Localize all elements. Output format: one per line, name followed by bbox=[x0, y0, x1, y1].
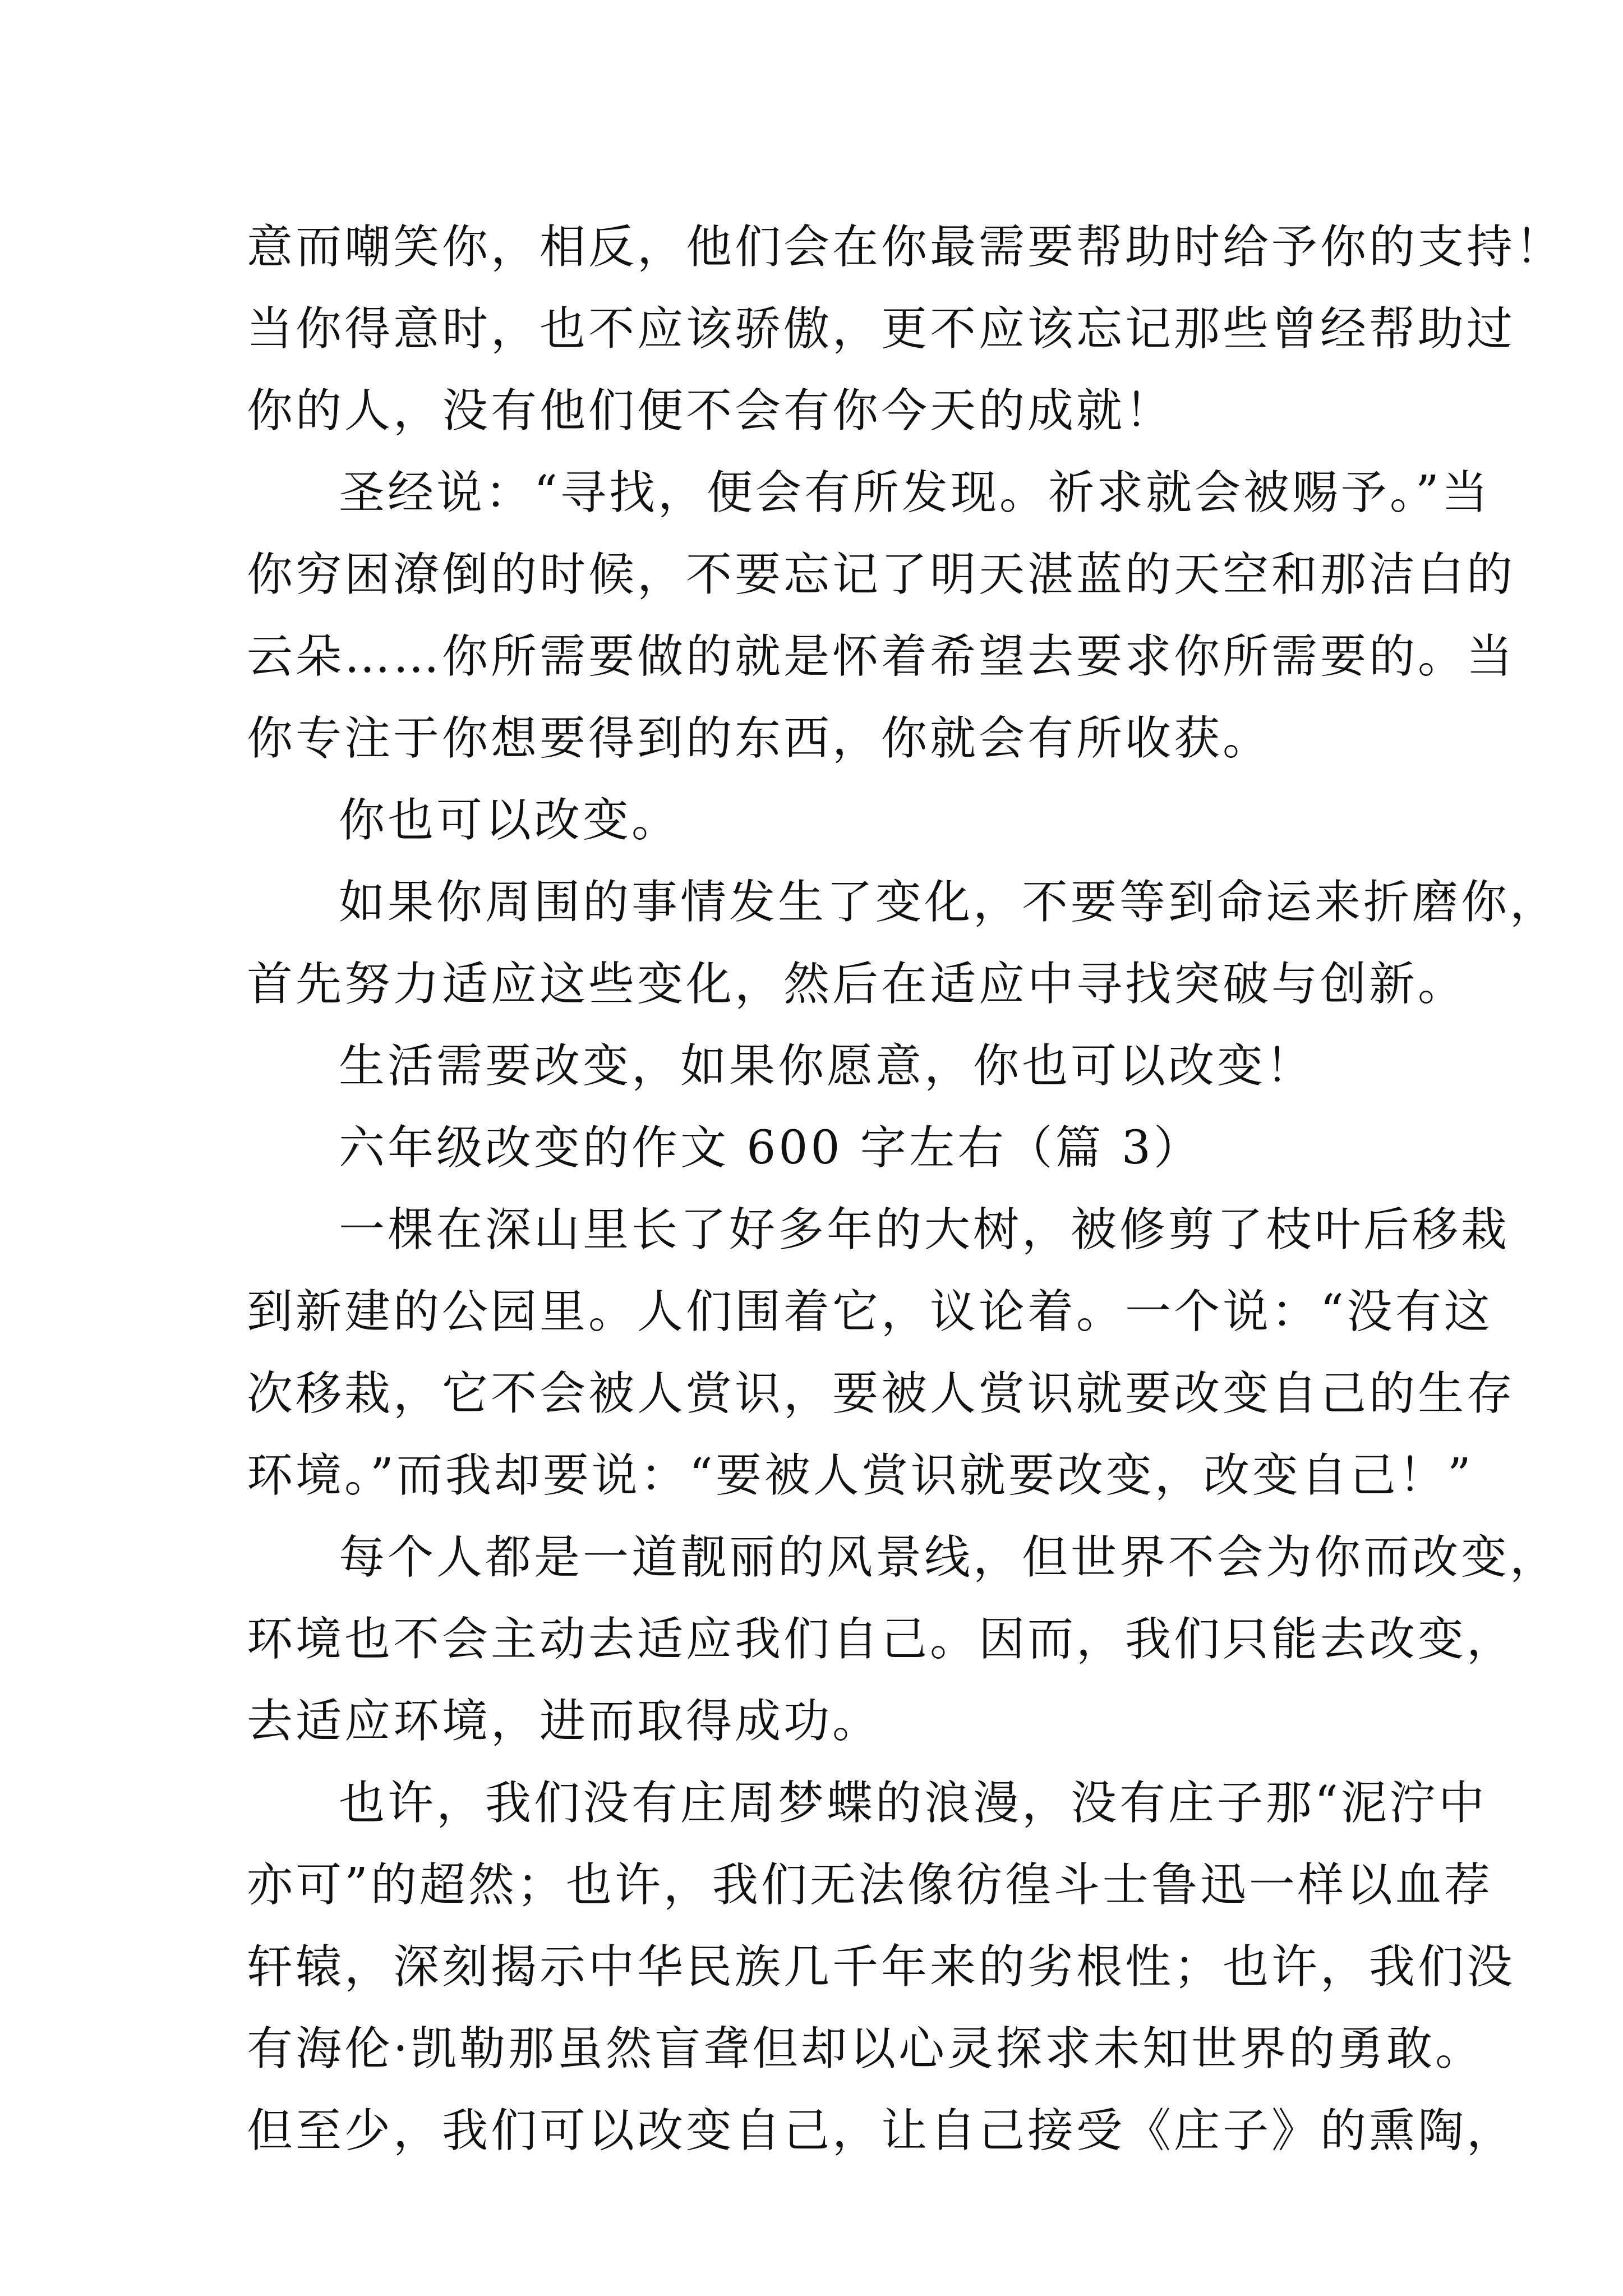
text-line: 你专注于你想要得到的东西，你就会有所收获。 bbox=[247, 712, 1272, 765]
text-line: 亦可”的超然；也许，我们无法像彷徨斗士鲁迅一样以血荐 bbox=[247, 1858, 1493, 1912]
text-line: 你穷困潦倒的时候，不要忘记了明天湛蓝的天空和那洁白的 bbox=[247, 548, 1516, 601]
text-line: 意而嘲笑你，相反，他们会在你最需要帮助时给予你的支持！ bbox=[247, 220, 1565, 274]
section-heading: 六年级改变的作文 600 字左右（篇 3） bbox=[339, 1121, 1202, 1175]
text-line: 轩辕，深刻揭示中华民族几千年来的劣根性；也许，我们没 bbox=[247, 1940, 1516, 1994]
text-line: 环境。”而我却要说：“要被人赏识就要改变，改变自己！” bbox=[247, 1449, 1474, 1502]
text-line: 圣经说：“寻找，便会有所发现。祈求就会被赐予。”当 bbox=[339, 466, 1491, 519]
text-line: 一棵在深山里长了好多年的大树，被修剪了枝叶后移栽 bbox=[339, 1203, 1510, 1257]
text-line: 你的人，没有他们便不会有你今天的成就！ bbox=[247, 384, 1174, 438]
text-line: 如果你周围的事情发生了变化，不要等到命运来折磨你， bbox=[339, 876, 1559, 929]
text-line: 也许，我们没有庄周梦蝶的浪漫，没有庄子那“泥泞中 bbox=[339, 1777, 1487, 1830]
text-line: 有海伦·凯勒那虽然盲聋但却以心灵探求未知世界的勇敢。 bbox=[247, 2022, 1484, 2076]
text-line: 你也可以改变。 bbox=[339, 794, 681, 847]
text-line: 但至少，我们可以改变自己，让自己接受《庄子》的熏陶， bbox=[247, 2104, 1516, 2157]
text-line: 环境也不会主动去适应我们自己。因而，我们只能去改变， bbox=[247, 1613, 1516, 1666]
text-line: 每个人都是一道靓丽的风景线，但世界不会为你而改变， bbox=[339, 1531, 1559, 1584]
text-line: 首先努力适应这些变化，然后在适应中寻找突破与创新。 bbox=[247, 958, 1467, 1011]
text-line: 生活需要改变，如果你愿意，你也可以改变！ bbox=[339, 1039, 1315, 1093]
text-line: 去适应环境，进而取得成功。 bbox=[247, 1695, 882, 1748]
document-body bbox=[247, 206, 1565, 2172]
text-line: 到新建的公园里。人们围着它，议论着。一个说：“没有这 bbox=[247, 1285, 1493, 1338]
text-line: 当你得意时，也不应该骄傲，更不应该忘记那些曾经帮助过 bbox=[247, 302, 1516, 356]
text-line: 云朵……你所需要做的就是怀着希望去要求你所需要的。当 bbox=[247, 630, 1516, 683]
text-line: 次移栽，它不会被人赏识，要被人赏识就要改变自己的生存 bbox=[247, 1367, 1516, 1420]
